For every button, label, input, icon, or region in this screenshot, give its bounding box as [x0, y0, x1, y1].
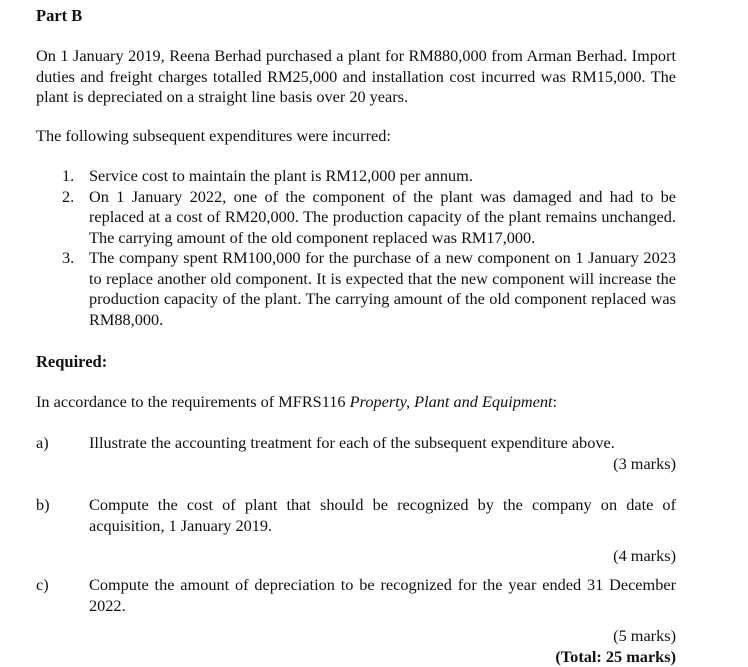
accordance-prefix: In accordance to the requirements of MFRS116	[36, 392, 350, 411]
accordance-line	[36, 392, 557, 412]
required-heading: Required:	[36, 352, 107, 372]
question-marks: (4 marks)	[36, 546, 676, 567]
question-text: Illustrate the accounting treatment for each of the subsequent expenditure above.	[89, 433, 676, 454]
item-number: 3.	[62, 248, 74, 269]
question-text: Compute the cost of plant that should be recognized by the company on date of acquisition, 1 January 2019.	[89, 495, 676, 536]
question-label: a)	[36, 433, 49, 454]
list-item	[62, 187, 676, 249]
question-text: Compute the amount of depreciation to be recognized for the year ended 31 December 2022.	[89, 575, 676, 616]
list-item	[62, 166, 676, 187]
question-marks: (3 marks)	[36, 454, 676, 475]
item-text: Service cost to maintain the plant is RM12,000 per annum.	[89, 166, 473, 185]
total-marks: (Total: 25 marks)	[36, 647, 676, 667]
question-marks: (5 marks)	[36, 626, 676, 647]
question-a	[36, 433, 676, 474]
list-item	[62, 248, 676, 330]
item-text: The company spent RM100,000 for the purchase of a new component on 1 January 2023 to replace another old component. It is expected that the new component will increase the production capacity of the plant. The carrying amount of the old component replaced was RM88,000.	[89, 248, 676, 329]
item-text: On 1 January 2022, one of the component of the plant was damaged and had to be replaced at a cost of RM20,000. The production capacity of the plant remains unchanged. The carrying amount of the old component replaced was RM17,000.	[89, 187, 676, 247]
item-number: 1.	[62, 166, 74, 187]
part-title: Part B	[36, 6, 82, 26]
intro-paragraph: On 1 January 2019, Reena Berhad purchased a plant for RM880,000 from Arman Berhad. Import duties and freight charges totalled RM25,000 and installation cost incurred was RM15,000. The plant is depreciated on a straight line basis over 20 years.	[36, 46, 676, 108]
expenditure-list	[62, 166, 676, 330]
subsequent-heading: The following subsequent expenditures were incurred:	[36, 126, 676, 147]
question-b	[36, 495, 676, 567]
accordance-standard: Property, Plant and Equipment	[350, 392, 553, 411]
item-number: 2.	[62, 187, 74, 208]
question-c	[36, 575, 676, 667]
question-label: c)	[36, 575, 49, 596]
question-label: b)	[36, 495, 50, 516]
accordance-suffix: :	[553, 392, 558, 411]
